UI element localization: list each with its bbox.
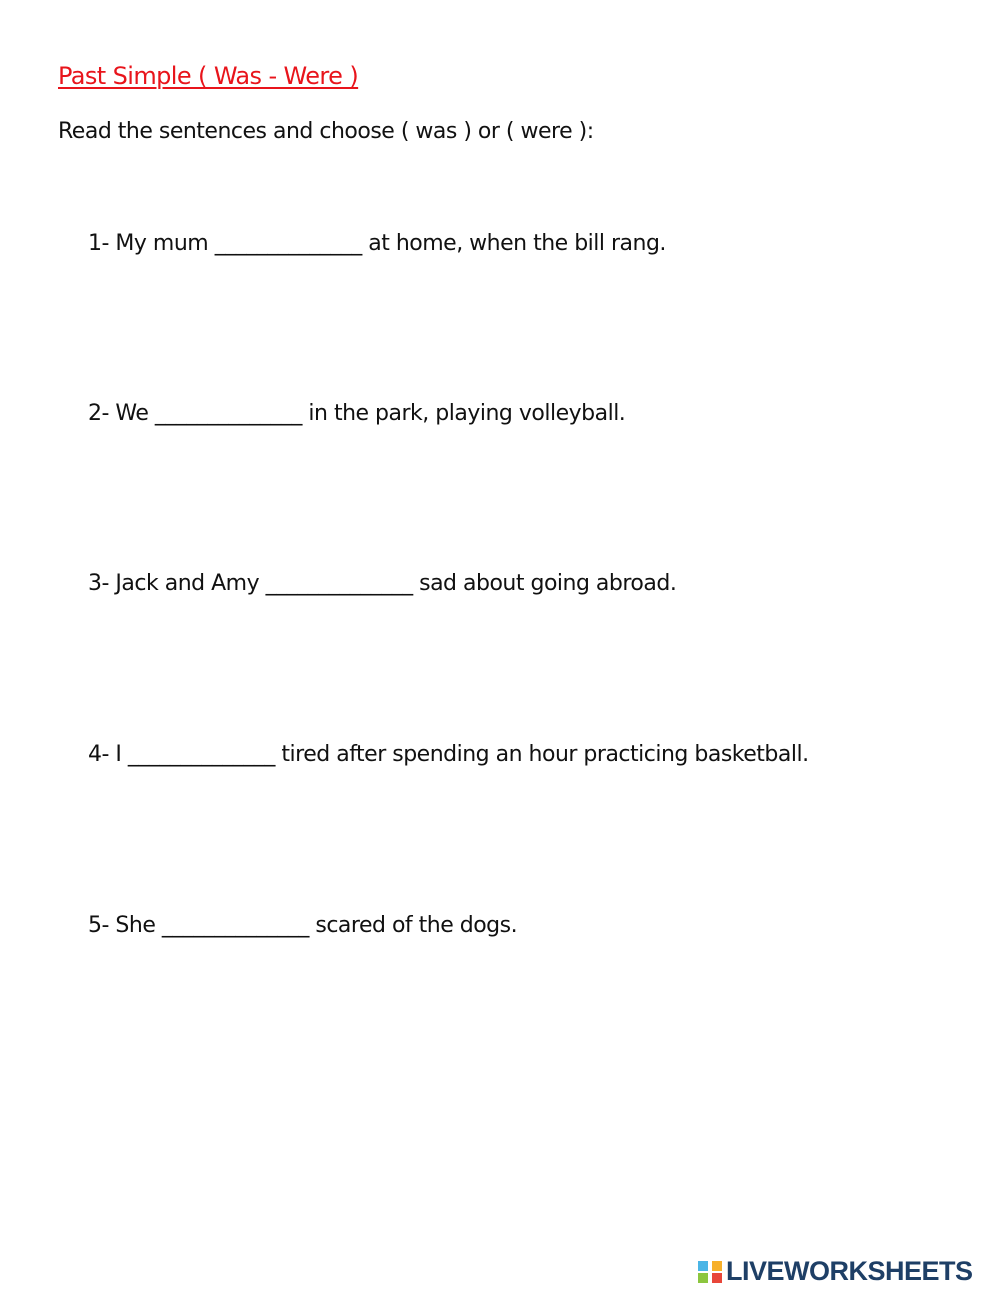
question-1 bbox=[88, 231, 666, 256]
logo-blocks-left-icon bbox=[698, 1261, 708, 1283]
question-1-suffix: at home, when the bill rang. bbox=[361, 231, 666, 256]
question-4-blank[interactable]: ______________ bbox=[127, 742, 275, 767]
question-3-prefix: 3- Jack and Amy bbox=[88, 571, 266, 596]
question-3 bbox=[88, 571, 676, 596]
liveworksheets-logo bbox=[698, 1256, 973, 1287]
question-1-prefix: 1- My mum bbox=[88, 231, 215, 256]
question-4-suffix: tired after spending an hour practicing basketball. bbox=[274, 742, 809, 767]
logo-blocks-right-icon bbox=[712, 1261, 722, 1283]
question-4 bbox=[88, 742, 809, 767]
question-5-suffix: scared of the dogs. bbox=[308, 913, 518, 938]
question-2-blank[interactable]: ______________ bbox=[154, 401, 302, 426]
question-4-prefix: 4- I bbox=[88, 742, 128, 767]
question-2-suffix: in the park, playing volleyball. bbox=[301, 401, 626, 426]
question-1-blank[interactable]: ______________ bbox=[214, 231, 362, 256]
question-5 bbox=[88, 913, 517, 938]
question-3-suffix: sad about going abroad. bbox=[412, 571, 677, 596]
question-2 bbox=[88, 401, 625, 426]
instruction-text: Read the sentences and choose ( was ) or ( were ): bbox=[58, 119, 594, 144]
logo-text: LIVEWORKSHEETS bbox=[726, 1256, 973, 1286]
question-5-blank[interactable]: ______________ bbox=[161, 913, 309, 938]
question-5-prefix: 5- She bbox=[88, 913, 162, 938]
question-3-blank[interactable]: ______________ bbox=[265, 571, 413, 596]
page-title: Past Simple ( Was - Were ) bbox=[58, 62, 359, 90]
question-2-prefix: 2- We bbox=[88, 401, 155, 426]
